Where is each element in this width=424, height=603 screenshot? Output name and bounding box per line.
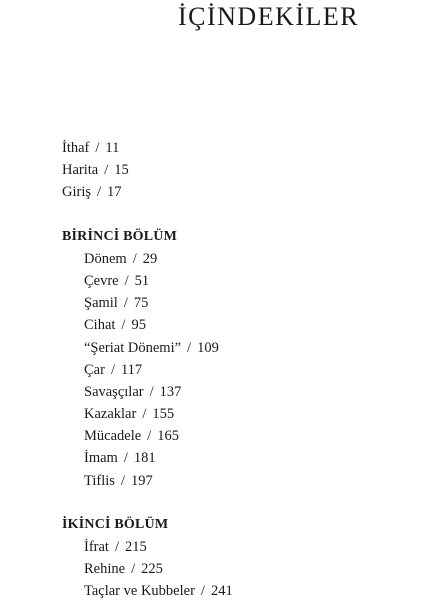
toc-separator: / — [121, 317, 126, 334]
toc-entry — [62, 403, 402, 425]
toc-separator: / — [110, 361, 115, 378]
toc-entry-page: 29 — [142, 250, 158, 267]
toc-entry-label: Çevre — [84, 272, 119, 289]
toc-entry-page: 241 — [210, 583, 233, 600]
toc-entry-page: 165 — [157, 428, 179, 445]
toc-entry-label: Cihat — [84, 317, 116, 334]
toc-entry-page: 117 — [120, 361, 143, 378]
table-of-contents — [62, 137, 402, 603]
toc-entry-label: Giriş — [62, 184, 91, 201]
toc-entry-page: 197 — [130, 472, 153, 489]
toc-entry — [62, 381, 402, 403]
toc-entry-page: 95 — [131, 317, 146, 334]
toc-separator: / — [123, 450, 128, 467]
toc-separator: / — [123, 295, 128, 312]
toc-entry-page: 155 — [152, 406, 175, 423]
toc-entry-page: 181 — [133, 450, 156, 467]
toc-entry — [62, 137, 402, 159]
toc-separator: / — [149, 383, 154, 400]
part-section — [62, 514, 402, 603]
page-title: İÇİNDEKİLER — [178, 2, 360, 31]
toc-entry-label: Rehine — [84, 561, 126, 578]
toc-separator: / — [132, 250, 137, 267]
toc-entry-label: Mücadele — [84, 428, 142, 445]
toc-entry — [62, 536, 402, 558]
part-section — [62, 226, 402, 492]
toc-entry — [62, 292, 402, 314]
toc-entry-page: 215 — [124, 539, 147, 555]
front-matter-list — [62, 137, 402, 204]
toc-separator: / — [131, 561, 136, 578]
toc-separator: / — [114, 539, 119, 555]
toc-entry — [62, 337, 402, 359]
toc-entry-label: Taçlar ve Kubbeler — [84, 583, 195, 600]
toc-entry — [62, 314, 402, 336]
toc-separator: / — [124, 272, 129, 289]
toc-separator: / — [120, 472, 125, 489]
toc-entry — [62, 580, 402, 602]
toc-entry — [62, 181, 402, 203]
toc-separator: / — [97, 184, 102, 201]
toc-entry — [62, 425, 402, 447]
toc-entry — [62, 159, 402, 181]
toc-entry-label: İmam — [84, 450, 118, 467]
toc-entry — [62, 447, 402, 469]
toc-entry-page: 17 — [107, 184, 122, 201]
toc-entry-label: Çar — [84, 361, 105, 378]
toc-entry-label: “Şeriat Dönemi” — [84, 339, 182, 356]
toc-entry — [62, 558, 402, 580]
toc-entry-page: 15 — [114, 162, 129, 179]
toc-entry-page: 75 — [133, 295, 149, 312]
part-heading: BİRİNCİ BÖLÜM — [62, 228, 178, 244]
part-heading: İKİNCİ BÖLÜM — [62, 516, 169, 532]
toc-entry-page: 137 — [159, 383, 182, 400]
section-gap — [62, 492, 402, 514]
toc-entry-label: Harita — [62, 162, 99, 179]
toc-entry-label: İfrat — [84, 539, 109, 555]
toc-separator: / — [142, 406, 147, 423]
toc-separator: / — [104, 162, 109, 179]
toc-separator: / — [147, 428, 152, 445]
toc-entry — [62, 248, 402, 270]
toc-separator: / — [200, 583, 205, 600]
toc-entry-label: Dönem — [84, 250, 127, 267]
toc-entry-label: Şamil — [84, 295, 118, 312]
toc-entry-label: İthaf — [62, 140, 90, 156]
toc-separator: / — [187, 339, 192, 356]
toc-entry-page: 109 — [197, 339, 219, 356]
toc-entry — [62, 359, 402, 381]
toc-entry — [62, 270, 402, 292]
toc-entry-page: 11 — [105, 140, 120, 156]
toc-separator: / — [95, 140, 100, 156]
toc-entry-label: Kazaklar — [84, 406, 137, 423]
section-gap — [62, 204, 402, 226]
toc-entry — [62, 470, 402, 492]
toc-entry-label: Savaşçılar — [84, 383, 144, 400]
toc-entry-page: 225 — [141, 561, 163, 578]
toc-entry-page: 51 — [134, 272, 150, 289]
toc-entry-label: Tiflis — [84, 472, 115, 489]
